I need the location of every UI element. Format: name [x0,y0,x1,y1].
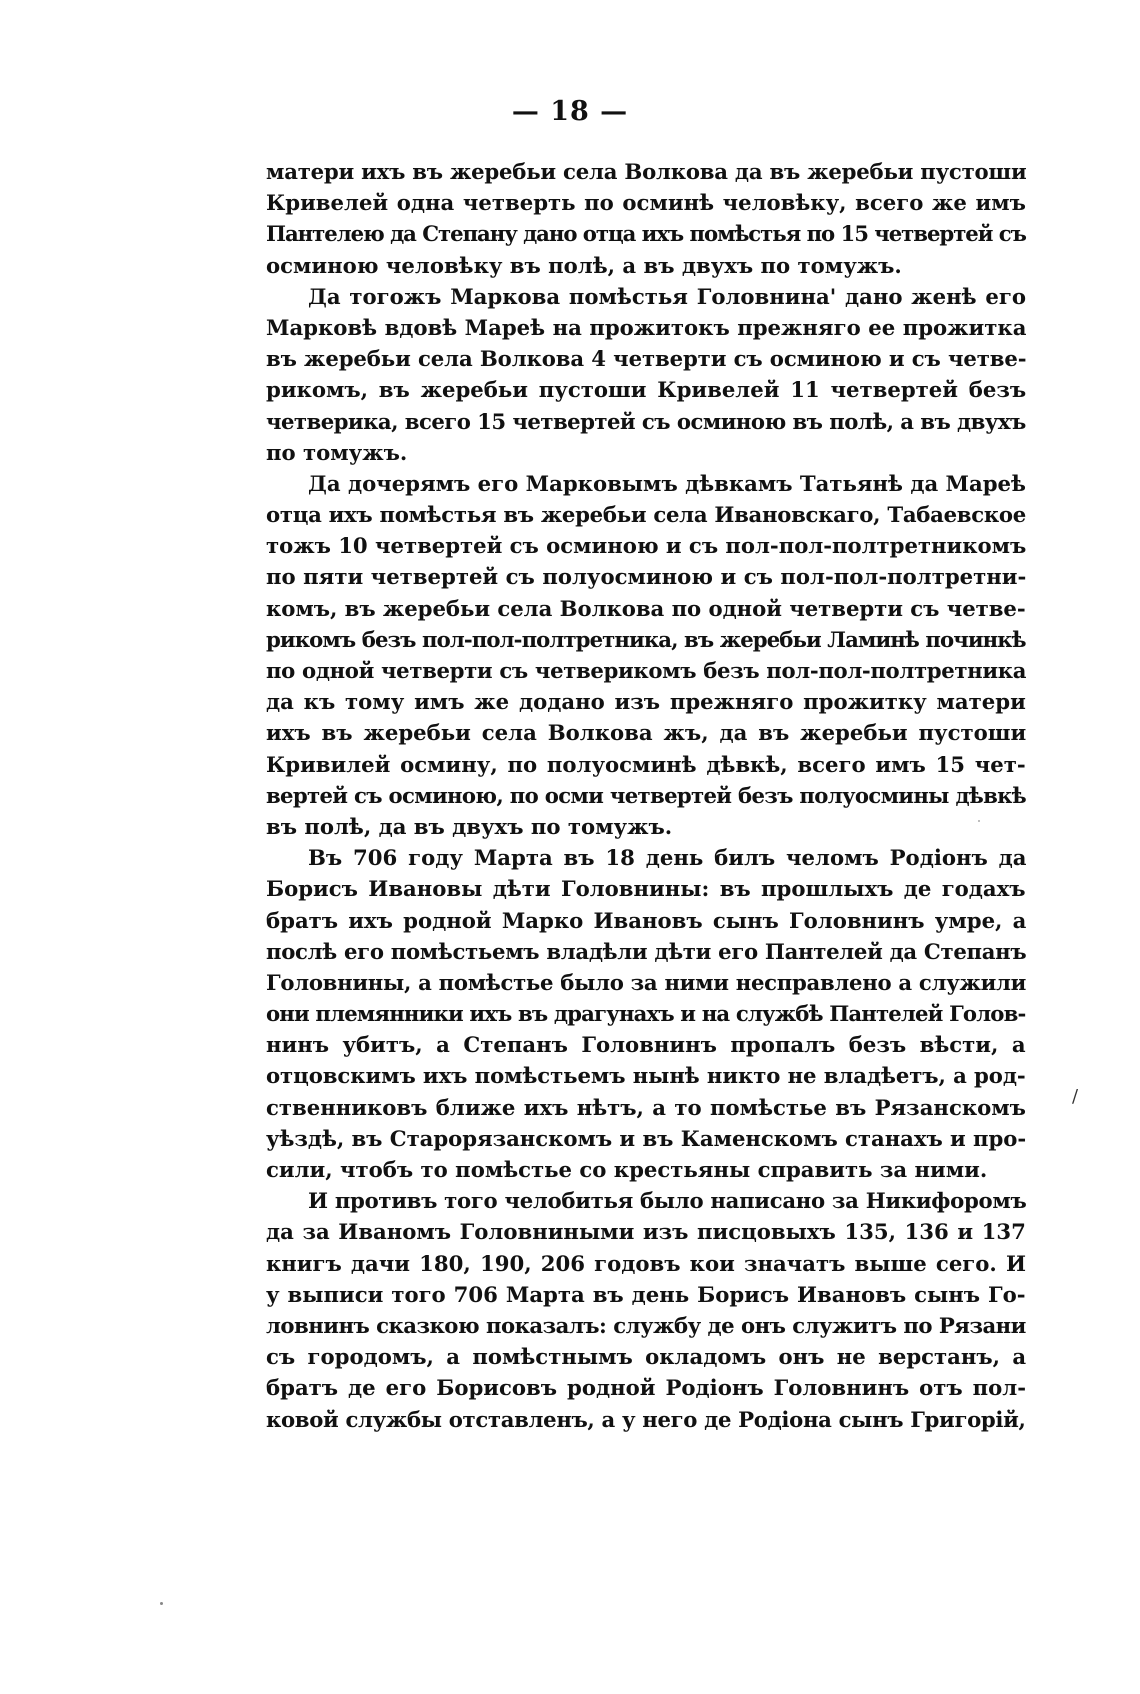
text-line: матери ихъ въ жеребьи села Волкова да въ жеребьи пустоши [266,159,1027,184]
body-text [266,156,1026,1435]
text-line: Борисъ Ивановы дѣти Головнины: въ прошлыхъ де годахъ [266,876,1026,902]
text-line: рикомъ, въ жеребьи пустоши Кривелей 11 четвертей безъ [266,377,1027,403]
paragraph-2 [266,281,1026,468]
text-line: ловнинъ сказкою показалъ: службу де онъ служитъ по Рязани [266,1312,1026,1338]
text-line: по одной четверти съ четверикомъ безъ пол-пол-полтретника [266,658,1027,683]
paragraph-1 [266,156,1026,281]
text-line: въ жеребьи села Волкова 4 четверти съ осминою и съ четве- [266,346,1027,372]
text-line: братъ де его Борисовъ родной Родіонъ Головнинъ отъ пол- [266,1375,1027,1401]
text-line: Марковѣ вдовѣ Мареѣ на прожитокъ прежняго ее прожитка [266,314,1027,340]
page-number: — 18 — [511,96,629,127]
text-line: да къ тому имъ же додано изъ прежняго прожитку матери [266,689,1026,715]
text-line: ковой службы отставленъ, а у него де Родіона сынъ Григорій, [266,1406,1026,1432]
text-line: Пантелею да Степану дано отца ихъ помѣстья по 15 четвертей съ [266,221,1026,247]
text-line: отца ихъ помѣстья въ жеребьи села Ивановскаго, Табаевское [266,502,1026,528]
paragraph-3 [266,468,1026,842]
text-line: вертей съ осминою, по осми четвертей безъ полуосмины дѣвкѣ [266,782,1027,808]
text-line: отцовскимъ ихъ помѣстьемъ нынѣ никто не владѣетъ, а род- [266,1063,1026,1089]
text-line: по томужъ. [266,439,408,465]
text-line: по пяти четвертей съ полуосминою и съ пол-пол-полтретни- [266,564,1027,590]
text-line: Головнины, а помѣстье было за ними несправлено а служили [266,969,1027,995]
text-line: сили, чтобъ то помѣстье со крестьяны справить за ними. [266,1157,988,1182]
scan-speck [978,820,980,822]
text-line: комъ, въ жеребьи села Волкова по одной четверти съ четве- [266,595,1026,621]
text-line: нинъ убитъ, а Степанъ Головнинъ пропалъ безъ вѣсти, а [266,1032,1026,1058]
scan-speck [160,1602,163,1605]
text-line: осминою человѣку въ полѣ, а въ двухъ по томужъ. [266,252,902,278]
text-line: у выписи того 706 Марта въ день Борисъ Ивановъ сынъ Го- [266,1281,1026,1307]
text-line: уѣздѣ, въ Старорязанскомъ и въ Каменскомъ станахъ и про- [266,1125,1027,1151]
text-line: они племянники ихъ въ драгунахъ и на службѣ Пантелей Голов- [266,1001,1026,1027]
text-line: рикомъ безъ пол-пол-полтретника, въ жеребьи Ламинѣ починкѣ [266,626,1026,652]
paragraph-4 [266,842,1026,1185]
margin-mark: / [1072,1086,1079,1107]
text-line: съ городомъ, а помѣстнымъ окладомъ онъ не верстанъ, а [266,1344,1027,1370]
text-line: тожъ 10 четвертей съ осминою и съ пол-пол-полтретникомъ [266,533,1027,559]
text-line: Да дочерямъ его Марковымъ дѣвкамъ Татьянѣ да Мареѣ [308,470,1026,496]
text-line: ихъ въ жеребьи села Волкова жъ, да въ жеребьи пустоши [266,720,1027,746]
text-line: книгъ дачи 180, 190, 206 годовъ кои значатъ выше сего. И [266,1250,1026,1276]
text-line: четверика, всего 15 четвертей съ осминою въ полѣ, а въ двухъ [266,408,1026,434]
text-line: послѣ его помѣстьемъ владѣли дѣти его Пантелей да Степанъ [266,938,1027,964]
text-line: Въ 706 году Марта въ 18 день билъ челомъ Родіонъ да [308,845,1027,871]
text-line: ственниковъ ближе ихъ нѣтъ, а то помѣстье въ Рязанскомъ [266,1094,1026,1120]
text-line: Да тогожъ Маркова помѣстья Головнина' дано женѣ его [308,283,1026,309]
text-line: да за Иваномъ Головниными изъ писцовыхъ 135, 136 и 137 [266,1219,1026,1245]
text-line: въ полѣ, да въ двухъ по томужъ. [266,813,673,839]
text-line: Кривилей осмину, по полуосминѣ дѣвкѣ, всего имъ 15 чет- [266,751,1026,777]
paragraph-5 [266,1185,1026,1435]
text-line: И противъ того челобитья было написано за Никифоромъ [308,1188,1027,1214]
text-line: братъ ихъ родной Марко Ивановъ сынъ Головнинъ умре, а [266,907,1027,933]
text-line: Кривелей одна четверть по осминѣ человѣку, всего же имъ [266,190,1026,216]
